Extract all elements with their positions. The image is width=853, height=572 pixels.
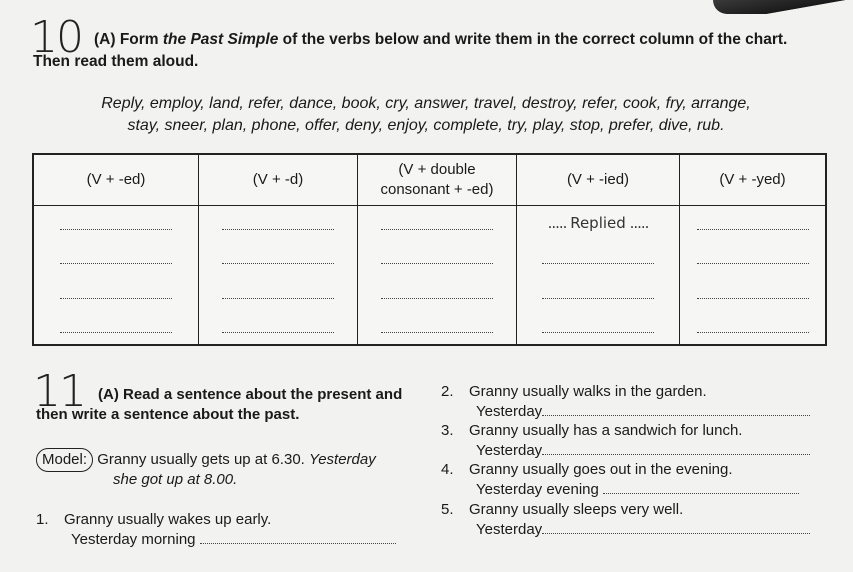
item-number: 2. xyxy=(441,383,454,400)
column-header-double-consonant: (V + double consonant + -ed) xyxy=(358,154,517,206)
answer-line xyxy=(697,251,809,264)
exercise-11-heading-line2: then write a sentence about the past. xyxy=(36,406,300,423)
item-1 xyxy=(36,510,396,550)
chart-cell[interactable] xyxy=(358,241,517,275)
answer-line xyxy=(697,217,809,230)
answer-line-4[interactable] xyxy=(603,481,799,494)
item-number: 1. xyxy=(36,511,49,528)
chart-cell[interactable] xyxy=(33,309,199,345)
answer-line xyxy=(381,217,493,230)
item-number: 5. xyxy=(441,501,454,518)
answer-line-3[interactable] xyxy=(542,442,810,455)
item-sentence: Granny usually has a sandwich for lunch. xyxy=(469,422,743,439)
answer-line-1[interactable] xyxy=(200,531,396,544)
answer-line xyxy=(60,217,172,230)
answer-line xyxy=(222,217,334,230)
chart-cell[interactable] xyxy=(680,241,827,275)
column-header-ed: (V + -ed) xyxy=(33,154,199,206)
answer-line xyxy=(381,320,493,333)
item-prompt: Yesterday xyxy=(476,403,543,420)
chart-cell[interactable] xyxy=(680,275,827,309)
exercise-10-heading-line2: Then read them aloud. xyxy=(33,53,199,70)
past-simple-chart xyxy=(32,153,827,346)
item-prompt: Yesterday evening xyxy=(476,481,599,498)
item-number: 3. xyxy=(441,422,454,439)
answer-line xyxy=(697,320,809,333)
chart-cell[interactable] xyxy=(199,275,358,309)
chart-row xyxy=(33,241,826,275)
exercise-10-number: 10 xyxy=(30,12,82,63)
chart-cell[interactable] xyxy=(517,241,680,275)
item-sentence: Granny usually goes out in the evening. xyxy=(469,461,733,478)
answer-line xyxy=(381,286,493,299)
verb-list-line1: Reply, employ, land, refer, dance, book, cry, answer, travel, destroy, refer, cook, fry, arrange, xyxy=(101,95,751,112)
answer-line xyxy=(542,320,654,333)
column-header-d: (V + -d) xyxy=(199,154,358,206)
answer-line xyxy=(222,320,334,333)
chart-cell[interactable] xyxy=(199,206,358,241)
answer-line xyxy=(60,251,172,264)
answer-line xyxy=(542,286,654,299)
answer-line xyxy=(542,251,654,264)
chart-row xyxy=(33,206,826,241)
item-4 xyxy=(441,460,799,500)
model-present: Granny usually gets up at 6.30. xyxy=(97,451,305,468)
chart-cell[interactable] xyxy=(680,309,827,345)
item-prompt: Yesterday xyxy=(476,521,543,538)
chart-cell[interactable] xyxy=(680,206,827,241)
answer-line-2[interactable] xyxy=(542,403,810,416)
exercise-11-heading: (A) Read a sentence about the present and xyxy=(98,386,403,403)
chart-cell[interactable] xyxy=(33,275,199,309)
exercise-10-heading: (A) Form the Past Simple of the verbs below and write them in the correct column of the chart. xyxy=(94,31,788,48)
item-sentence: Granny usually sleeps very well. xyxy=(469,501,684,518)
answer-line xyxy=(222,251,334,264)
chart-row xyxy=(33,309,826,345)
chart-cell[interactable] xyxy=(33,206,199,241)
item-sentence: Granny usually wakes up early. xyxy=(64,511,272,528)
answer-line xyxy=(222,286,334,299)
column-header-yed: (V + -yed) xyxy=(680,154,827,206)
verb-list xyxy=(26,93,826,137)
chart-row xyxy=(33,275,826,309)
chart-header-row xyxy=(33,154,826,206)
answer-line xyxy=(60,320,172,333)
answer-line xyxy=(60,286,172,299)
handwritten-answer: ..... Replied ..... xyxy=(547,214,649,233)
chart-cell[interactable] xyxy=(199,309,358,345)
model-past-answer: she got up at 8.00. xyxy=(113,471,238,488)
item-prompt: Yesterday morning xyxy=(71,531,196,548)
item-5 xyxy=(441,500,810,540)
chart-cell[interactable] xyxy=(517,206,680,241)
item-prompt: Yesterday xyxy=(476,442,543,459)
item-2 xyxy=(441,382,810,422)
item-number: 4. xyxy=(441,461,454,478)
book-corner-decoration xyxy=(713,0,853,14)
column-header-ied: (V + -ied) xyxy=(517,154,680,206)
answer-line-5[interactable] xyxy=(542,521,810,534)
chart-cell[interactable] xyxy=(517,275,680,309)
exercise-11-number: 11 xyxy=(33,366,85,417)
chart-cell[interactable] xyxy=(517,309,680,345)
chart-cell[interactable] xyxy=(33,241,199,275)
chart-cell[interactable] xyxy=(358,275,517,309)
chart-cell[interactable] xyxy=(358,206,517,241)
item-3 xyxy=(441,421,810,461)
chart-cell[interactable] xyxy=(358,309,517,345)
model-yesterday: Yesterday xyxy=(309,451,376,468)
verb-list-line2: stay, sneer, plan, phone, offer, deny, enjoy, complete, try, play, stop, prefer, dive, rub. xyxy=(127,117,725,134)
model-label: Model: xyxy=(36,448,93,472)
answer-line xyxy=(381,251,493,264)
item-sentence: Granny usually walks in the garden. xyxy=(469,383,707,400)
chart-cell[interactable] xyxy=(199,241,358,275)
answer-line xyxy=(697,286,809,299)
model-sentence xyxy=(36,448,376,472)
